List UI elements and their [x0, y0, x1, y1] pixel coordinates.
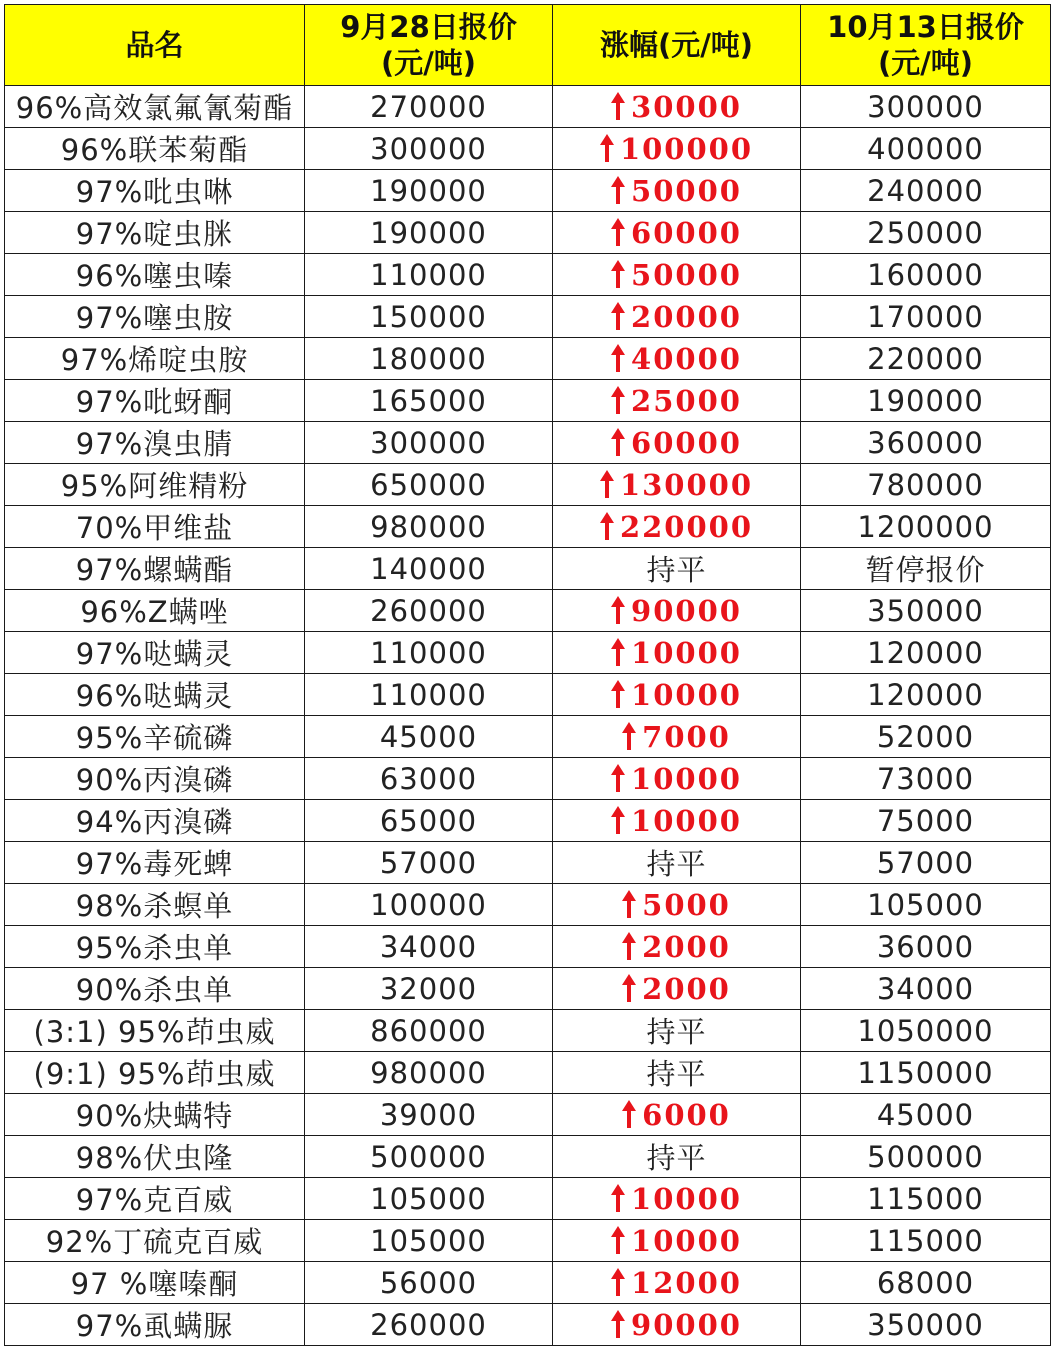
- cell-change[interactable]: [553, 170, 801, 212]
- cell-change-value: 7000: [642, 719, 731, 754]
- cell-change[interactable]: [553, 926, 801, 968]
- cell-change-value: 5000: [642, 887, 731, 922]
- up-arrow-icon: [611, 386, 625, 414]
- table-row: [5, 380, 1051, 422]
- table-row: [5, 212, 1051, 254]
- cell-change-value: 20000: [631, 299, 742, 334]
- table-row: [5, 338, 1051, 380]
- cell-product-name[interactable]: 98%杀螟单: [5, 884, 305, 926]
- cell-change-value: 持平: [646, 1141, 707, 1175]
- cell-change[interactable]: [553, 338, 801, 380]
- cell-product-name[interactable]: 90%丙溴磷: [5, 758, 305, 800]
- cell-sep28-price[interactable]: 260000: [305, 590, 553, 632]
- cell-oct13-price[interactable]: 34000: [801, 968, 1051, 1010]
- header-change[interactable]: [553, 5, 801, 86]
- cell-change-value: 2000: [642, 971, 731, 1006]
- cell-oct13-price[interactable]: 400000: [801, 128, 1051, 170]
- cell-change[interactable]: [553, 212, 801, 254]
- table-row: [5, 632, 1051, 674]
- cell-oct13-price[interactable]: 350000: [801, 590, 1051, 632]
- cell-oct13-price[interactable]: 115000: [801, 1178, 1051, 1220]
- cell-oct13-price[interactable]: 220000: [801, 338, 1051, 380]
- cell-product-name[interactable]: 95%杀虫单: [5, 926, 305, 968]
- cell-product-name[interactable]: 97%吡蚜酮: [5, 380, 305, 422]
- table-row: [5, 968, 1051, 1010]
- cell-change[interactable]: [553, 1220, 801, 1262]
- cell-oct13-price[interactable]: 120000: [801, 632, 1051, 674]
- cell-change[interactable]: [553, 632, 801, 674]
- up-arrow-icon: [622, 890, 636, 918]
- table-row: [5, 1262, 1051, 1304]
- cell-product-name[interactable]: 97%哒螨灵: [5, 632, 305, 674]
- cell-product-name[interactable]: (9:1) 95%茚虫威: [5, 1052, 305, 1094]
- table-row: [5, 884, 1051, 926]
- cell-change[interactable]: [553, 884, 801, 926]
- cell-product-name[interactable]: 90%杀虫单: [5, 968, 305, 1010]
- table-row: [5, 674, 1051, 716]
- cell-product-name[interactable]: 92%丁硫克百威: [5, 1220, 305, 1262]
- up-arrow-icon: [622, 974, 636, 1002]
- cell-change-value: 持平: [646, 1015, 707, 1049]
- table-row: [5, 1220, 1051, 1262]
- cell-change[interactable]: [553, 1010, 801, 1052]
- cell-sep28-price[interactable]: 34000: [305, 926, 553, 968]
- cell-oct13-price[interactable]: 36000: [801, 926, 1051, 968]
- table-row: [5, 1178, 1051, 1220]
- cell-oct13-price[interactable]: 105000: [801, 884, 1051, 926]
- cell-change-value: 持平: [646, 847, 707, 881]
- cell-product-name[interactable]: 97%毒死蜱: [5, 842, 305, 884]
- cell-change-value: 持平: [646, 553, 707, 587]
- cell-product-name[interactable]: 95%辛硫磷: [5, 716, 305, 758]
- cell-change[interactable]: [553, 296, 801, 338]
- cell-product-name[interactable]: 96%哒螨灵: [5, 674, 305, 716]
- cell-product-name[interactable]: 97%烯啶虫胺: [5, 338, 305, 380]
- cell-product-name[interactable]: 96%Z螨唑: [5, 590, 305, 632]
- cell-oct13-price[interactable]: 68000: [801, 1262, 1051, 1304]
- header-product-name-label: 品名: [125, 28, 184, 62]
- cell-change[interactable]: [553, 674, 801, 716]
- cell-change-value: 220000: [619, 509, 754, 544]
- table-row: [5, 926, 1051, 968]
- cell-oct13-price[interactable]: 1150000: [801, 1052, 1051, 1094]
- table-row: [5, 548, 1051, 590]
- cell-change-value: 10000: [631, 677, 742, 712]
- cell-change[interactable]: [553, 86, 801, 128]
- up-arrow-icon: [611, 1226, 625, 1254]
- cell-change-value: 130000: [619, 467, 754, 502]
- cell-change[interactable]: [553, 1304, 801, 1346]
- up-arrow-icon: [611, 1310, 625, 1338]
- cell-change[interactable]: [553, 1178, 801, 1220]
- cell-sep28-price[interactable]: 860000: [305, 1010, 553, 1052]
- cell-product-name[interactable]: 97%溴虫腈: [5, 422, 305, 464]
- cell-sep28-price[interactable]: 65000: [305, 800, 553, 842]
- table-row: [5, 590, 1051, 632]
- header-sep28-price-label: 9月28日报价: [340, 10, 517, 44]
- header-product-name[interactable]: [5, 5, 305, 86]
- table-row: [5, 170, 1051, 212]
- cell-sep28-price[interactable]: 32000: [305, 968, 553, 1010]
- cell-change[interactable]: [553, 590, 801, 632]
- cell-change[interactable]: [553, 506, 801, 548]
- cell-sep28-price[interactable]: 980000: [305, 506, 553, 548]
- up-arrow-icon: [611, 344, 625, 372]
- cell-sep28-price[interactable]: 56000: [305, 1262, 553, 1304]
- header-oct13-price[interactable]: [801, 5, 1051, 86]
- cell-oct13-price[interactable]: 暂停报价: [801, 548, 1051, 590]
- cell-change-value: 10000: [631, 803, 742, 838]
- cell-change[interactable]: [553, 800, 801, 842]
- table-row: [5, 422, 1051, 464]
- cell-change[interactable]: [553, 842, 801, 884]
- cell-change-value: 90000: [631, 593, 742, 628]
- cell-product-name[interactable]: 97 %噻嗪酮: [5, 1262, 305, 1304]
- table-row: [5, 1052, 1051, 1094]
- header-change-label: 涨幅(元/吨): [599, 28, 754, 62]
- cell-change[interactable]: [553, 548, 801, 590]
- cell-change-value: 90000: [631, 1307, 742, 1342]
- cell-oct13-price[interactable]: 57000: [801, 842, 1051, 884]
- cell-change[interactable]: [553, 128, 801, 170]
- cell-sep28-price[interactable]: 110000: [305, 254, 553, 296]
- cell-product-name[interactable]: 70%甲维盐: [5, 506, 305, 548]
- cell-change[interactable]: [553, 1052, 801, 1094]
- cell-product-name[interactable]: 97%啶虫脒: [5, 212, 305, 254]
- cell-change[interactable]: [553, 968, 801, 1010]
- cell-product-name[interactable]: 97%噻虫胺: [5, 296, 305, 338]
- cell-change-value: 6000: [642, 1097, 731, 1132]
- cell-oct13-price[interactable]: 360000: [801, 422, 1051, 464]
- cell-change-value: 2000: [642, 929, 731, 964]
- cell-change-value: 40000: [631, 341, 742, 376]
- up-arrow-icon: [611, 596, 625, 624]
- cell-sep28-price[interactable]: 190000: [305, 212, 553, 254]
- table-row: [5, 128, 1051, 170]
- cell-product-name[interactable]: 94%丙溴磷: [5, 800, 305, 842]
- cell-sep28-price[interactable]: 300000: [305, 128, 553, 170]
- cell-oct13-price[interactable]: 160000: [801, 254, 1051, 296]
- cell-sep28-price[interactable]: 45000: [305, 716, 553, 758]
- cell-sep28-price[interactable]: 100000: [305, 884, 553, 926]
- table-row: [5, 1010, 1051, 1052]
- header-row: [5, 5, 1051, 86]
- cell-sep28-price[interactable]: 180000: [305, 338, 553, 380]
- table-row: [5, 86, 1051, 128]
- cell-change[interactable]: [553, 1136, 801, 1178]
- cell-sep28-price[interactable]: 110000: [305, 674, 553, 716]
- cell-sep28-price[interactable]: 57000: [305, 842, 553, 884]
- cell-sep28-price[interactable]: 140000: [305, 548, 553, 590]
- cell-oct13-price[interactable]: 115000: [801, 1220, 1051, 1262]
- up-arrow-icon: [611, 428, 625, 456]
- up-arrow-icon: [622, 722, 636, 750]
- cell-oct13-price[interactable]: 170000: [801, 296, 1051, 338]
- up-arrow-icon: [611, 218, 625, 246]
- cell-change-value: 30000: [631, 89, 742, 124]
- cell-oct13-price[interactable]: 350000: [801, 1304, 1051, 1346]
- up-arrow-icon: [611, 1268, 625, 1296]
- cell-oct13-price[interactable]: 45000: [801, 1094, 1051, 1136]
- cell-oct13-price[interactable]: 240000: [801, 170, 1051, 212]
- cell-sep28-price[interactable]: 63000: [305, 758, 553, 800]
- cell-sep28-price[interactable]: 39000: [305, 1094, 553, 1136]
- table-row: [5, 758, 1051, 800]
- cell-change[interactable]: [553, 1094, 801, 1136]
- cell-change[interactable]: [553, 422, 801, 464]
- cell-product-name[interactable]: 97%虱螨脲: [5, 1304, 305, 1346]
- cell-product-name[interactable]: 97%克百威: [5, 1178, 305, 1220]
- cell-sep28-price[interactable]: 650000: [305, 464, 553, 506]
- cell-change-value: 10000: [631, 1223, 742, 1258]
- up-arrow-icon: [611, 176, 625, 204]
- cell-sep28-price[interactable]: 150000: [305, 296, 553, 338]
- cell-product-name[interactable]: (3:1) 95%茚虫威: [5, 1010, 305, 1052]
- cell-change[interactable]: [553, 716, 801, 758]
- cell-change[interactable]: [553, 254, 801, 296]
- header-oct13-price-label: 10月13日报价: [827, 10, 1024, 44]
- cell-change-value: 100000: [619, 131, 754, 166]
- cell-sep28-price[interactable]: 300000: [305, 422, 553, 464]
- up-arrow-icon: [611, 1184, 625, 1212]
- cell-sep28-price[interactable]: 110000: [305, 632, 553, 674]
- cell-change-value: 12000: [631, 1265, 742, 1300]
- table-row: [5, 254, 1051, 296]
- cell-product-name[interactable]: 97%螺螨酯: [5, 548, 305, 590]
- cell-oct13-price[interactable]: 120000: [801, 674, 1051, 716]
- cell-oct13-price[interactable]: 780000: [801, 464, 1051, 506]
- table-row: [5, 506, 1051, 548]
- cell-change-value: 50000: [631, 173, 742, 208]
- cell-oct13-price[interactable]: 250000: [801, 212, 1051, 254]
- up-arrow-icon: [611, 764, 625, 792]
- cell-oct13-price[interactable]: 75000: [801, 800, 1051, 842]
- cell-sep28-price[interactable]: 980000: [305, 1052, 553, 1094]
- table-row: [5, 464, 1051, 506]
- cell-oct13-price[interactable]: 190000: [801, 380, 1051, 422]
- cell-oct13-price[interactable]: 73000: [801, 758, 1051, 800]
- cell-oct13-price[interactable]: 1050000: [801, 1010, 1051, 1052]
- cell-sep28-price[interactable]: 105000: [305, 1178, 553, 1220]
- cell-product-name[interactable]: 96%噻虫嗪: [5, 254, 305, 296]
- table-row: [5, 296, 1051, 338]
- pesticide-price-table: [4, 4, 1051, 1346]
- cell-change-value: 10000: [631, 1181, 742, 1216]
- up-arrow-icon: [622, 1100, 636, 1128]
- cell-change[interactable]: [553, 464, 801, 506]
- table-body: [5, 86, 1051, 1346]
- header-oct13-price-unit: (元/吨): [877, 46, 974, 80]
- cell-product-name[interactable]: 95%阿维精粉: [5, 464, 305, 506]
- cell-sep28-price[interactable]: 105000: [305, 1220, 553, 1262]
- up-arrow-icon: [611, 806, 625, 834]
- cell-sep28-price[interactable]: 165000: [305, 380, 553, 422]
- up-arrow-icon: [622, 932, 636, 960]
- up-arrow-icon: [611, 680, 625, 708]
- cell-oct13-price[interactable]: 300000: [801, 86, 1051, 128]
- table-row: [5, 800, 1051, 842]
- up-arrow-icon: [611, 638, 625, 666]
- cell-change-value: 25000: [631, 383, 742, 418]
- cell-product-name[interactable]: 90%炔螨特: [5, 1094, 305, 1136]
- table-row: [5, 1304, 1051, 1346]
- cell-product-name[interactable]: 98%伏虫隆: [5, 1136, 305, 1178]
- table-row: [5, 842, 1051, 884]
- cell-change-value: 50000: [631, 257, 742, 292]
- cell-change-value: 60000: [631, 425, 742, 460]
- cell-product-name[interactable]: 96%高效氯氟氰菊酯: [5, 86, 305, 128]
- up-arrow-icon: [600, 470, 614, 498]
- cell-change[interactable]: [553, 380, 801, 422]
- up-arrow-icon: [611, 302, 625, 330]
- cell-change-value: 60000: [631, 215, 742, 250]
- cell-sep28-price[interactable]: 260000: [305, 1304, 553, 1346]
- cell-sep28-price[interactable]: 190000: [305, 170, 553, 212]
- header-sep28-price[interactable]: [305, 5, 553, 86]
- table-row: [5, 1136, 1051, 1178]
- cell-change-value: 持平: [646, 1057, 707, 1091]
- up-arrow-icon: [600, 134, 614, 162]
- up-arrow-icon: [611, 92, 625, 120]
- cell-sep28-price[interactable]: 500000: [305, 1136, 553, 1178]
- table-row: [5, 1094, 1051, 1136]
- cell-change[interactable]: [553, 1262, 801, 1304]
- cell-change-value: 10000: [631, 761, 742, 796]
- cell-oct13-price[interactable]: 1200000: [801, 506, 1051, 548]
- cell-product-name[interactable]: 97%吡虫啉: [5, 170, 305, 212]
- header-sep28-price-unit: (元/吨): [380, 46, 477, 80]
- table-row: [5, 716, 1051, 758]
- cell-sep28-price[interactable]: 270000: [305, 86, 553, 128]
- cell-oct13-price[interactable]: 500000: [801, 1136, 1051, 1178]
- up-arrow-icon: [611, 260, 625, 288]
- cell-change[interactable]: [553, 758, 801, 800]
- cell-product-name[interactable]: 96%联苯菊酯: [5, 128, 305, 170]
- up-arrow-icon: [600, 512, 614, 540]
- cell-oct13-price[interactable]: 52000: [801, 716, 1051, 758]
- cell-change-value: 10000: [631, 635, 742, 670]
